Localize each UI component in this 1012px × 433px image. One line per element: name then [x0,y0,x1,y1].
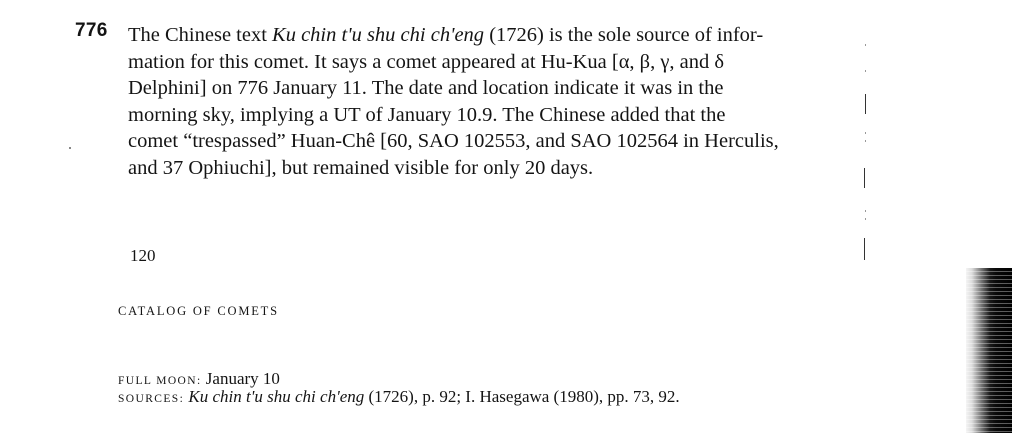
sources-note [118,387,680,407]
italic-title: Ku chin t'u shu chi ch'eng [188,387,365,406]
italic-title: Ku chin t'u shu chi ch'eng [272,24,485,46]
full-moon-value: January 10 [201,369,280,388]
page-number: 120 [130,246,156,265]
scan-edge-dot [865,70,866,72]
scan-edge-dot [865,132,866,134]
scan-edge-mark [864,238,865,260]
scan-edge-dot [865,140,866,142]
scan-edge-dot [865,210,866,212]
full-moon-label: FULL MOON: [118,375,202,387]
entry-body [128,22,818,181]
scan-edge-mark [864,168,865,188]
entry-line: comet “trespassed” Huan-Chê [60, SAO 102553, and SAO 102564 in Herculis, [128,130,779,152]
entry-line: Delphini] on 776 January 11. The date and location indicate it was in the [128,77,724,99]
sources-label: SOURCES: [118,393,185,405]
scan-strip [966,268,1012,433]
scan-edge-dot [865,44,866,46]
entry-line: The Chinese text Ku chin t'u shu chi ch'eng (1726) is the sole source of infor- [128,24,764,46]
running-head: CATALOG OF COMETS [118,304,279,318]
entry-year: 776 [75,20,108,41]
stray-dot [69,147,71,149]
entry-line: morning sky, implying a UT of January 10.9. The Chinese added that the [128,103,726,126]
scan-edge-dot [865,218,866,220]
full-moon-note [118,369,280,389]
sources-value: Ku chin t'u shu chi ch'eng (1726), p. 92; I. Hasegawa (1980), pp. 73, 92. [188,387,680,406]
entry-line: mation for this comet. It says a comet appeared at Hu-Kua [α, β, γ, and δ [128,50,725,73]
scan-edge-mark [865,94,866,114]
entry-line: and 37 Ophiuchi], but remained visible for only 20 days. [128,156,594,179]
